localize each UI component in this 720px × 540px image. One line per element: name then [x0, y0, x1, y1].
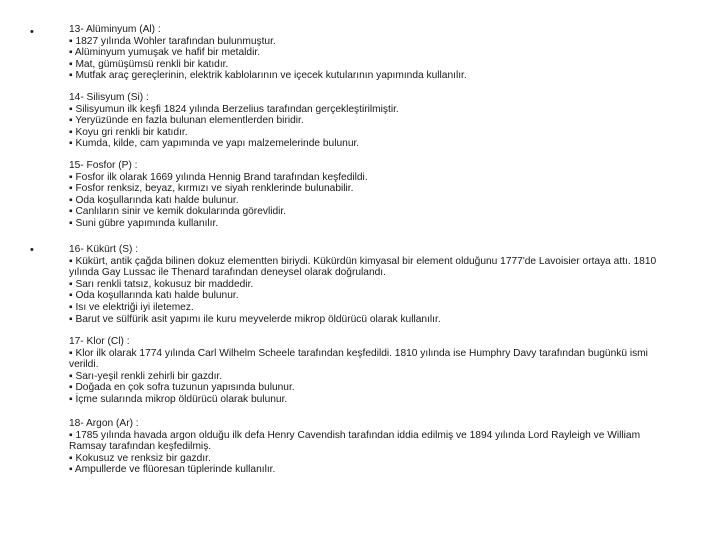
- section-line: ▪ 1827 yılında Wohler tarafından bulunmuştur.: [69, 35, 276, 47]
- section-line: ▪ Silisyumun ilk keşfi 1824 yılında Berzelius tarafından gerçekleştirilmiştir.: [69, 103, 399, 115]
- section-line: ▪ Sarı renkli tatsız, kokusuz bir maddedir.: [69, 278, 254, 290]
- section-line: ▪ Koyu gri renkli bir katıdır.: [69, 126, 188, 138]
- section-line: ▪ Kükürt, antik çağda bilinen dokuz elementten biriydi. Kükürdün kimyasal bir element olduğunu 1777'de Lavoisier ortaya attı. 1810 yılında Gay Lussac ile Thenard tarafından deneysel olarak doğrulandı.: [69, 255, 657, 279]
- list-bullet: •: [30, 26, 34, 38]
- section-line: ▪ Fosfor ilk olarak 1669 yılında Hennig Brand tarafından keşfedildi.: [69, 171, 368, 183]
- section-kukurt: [69, 244, 669, 325]
- section-title: 14- Silisyum (Si) :: [69, 92, 149, 103]
- section-line: ▪ Fosfor renksiz, beyaz, kırmızı ve siyah renklerinde bulunabilir.: [69, 183, 354, 195]
- section-title: 16- Kükürt (S) :: [69, 244, 139, 255]
- section-title: 13- Alüminyum (Al) :: [69, 24, 161, 35]
- section-line: ▪ Oda koşullarında katı halde bulunur.: [69, 290, 239, 302]
- section-line: ▪ Alüminyum yumuşak ve hafif bir metaldir.: [69, 47, 261, 59]
- section-line: ▪ Isı ve elektriği iyi iletemez.: [69, 301, 194, 313]
- section-line: ▪ Doğada en çok sofra tuzunun yapısında bulunur.: [69, 382, 295, 394]
- section-line: ▪ Kokusuz ve renksiz bir gazdır.: [69, 452, 211, 464]
- section-line: ▪ Kumda, kilde, cam yapımında ve yapı malzemelerinde bulunur.: [69, 138, 360, 150]
- section-title: 17- Klor (Cl) :: [69, 336, 130, 347]
- section-line: ▪ Oda koşullarında katı halde bulunur.: [69, 194, 239, 206]
- list-bullet: •: [30, 244, 34, 256]
- section-silisyum: [69, 92, 669, 150]
- section-line: ▪ Canlıların sinir ve kemik dokularında görevlidir.: [69, 206, 287, 218]
- section-line: ▪ Mutfak araç gereçlerinin, elektrik kablolarının ve içecek kutularının yapımında kullanılır.: [69, 70, 467, 82]
- section-line: ▪ 1785 yılında havada argon olduğu ilk defa Henry Cavendish tarafından iddia edilmiş ve 1894 yılında Lord Rayleigh ve William Ramsay tarafından keşfedilmiş.: [69, 429, 641, 453]
- section-fosfor: [69, 160, 669, 230]
- section-line: ▪ Barut ve sülfürik asit yapımı ile kuru meyvelerde mikrop öldürücü olarak kullanılır.: [69, 313, 441, 325]
- section-line: ▪ Yeryüzünde en fazla bulunan elementlerden biridir.: [69, 115, 304, 127]
- section-line: ▪ Sarı-yeşil renkli zehirli bir gazdır.: [69, 370, 223, 382]
- section-line: ▪ Suni gübre yapımında kullanılır.: [69, 217, 219, 229]
- section-aluminyum: [69, 24, 669, 82]
- section-line: ▪ Klor ilk olarak 1774 yılında Carl Wilhelm Scheele tarafından keşfedildi. 1810 yılında ise Humphry Davy tarafından bugünkü ismi verildi.: [69, 347, 648, 371]
- section-title: 15- Fosfor (P) :: [69, 160, 138, 171]
- section-argon: [69, 418, 669, 476]
- section-line: ▪ İçme sularında mikrop öldürücü olarak bulunur.: [69, 393, 288, 405]
- section-line: ▪ Ampullerde ve flüoresan tüplerinde kullanılır.: [69, 464, 276, 476]
- section-line: ▪ Mat, gümüşümsü renkli bir katıdır.: [69, 58, 229, 70]
- section-title: 18- Argon (Ar) :: [69, 418, 139, 429]
- section-klor: [69, 336, 669, 406]
